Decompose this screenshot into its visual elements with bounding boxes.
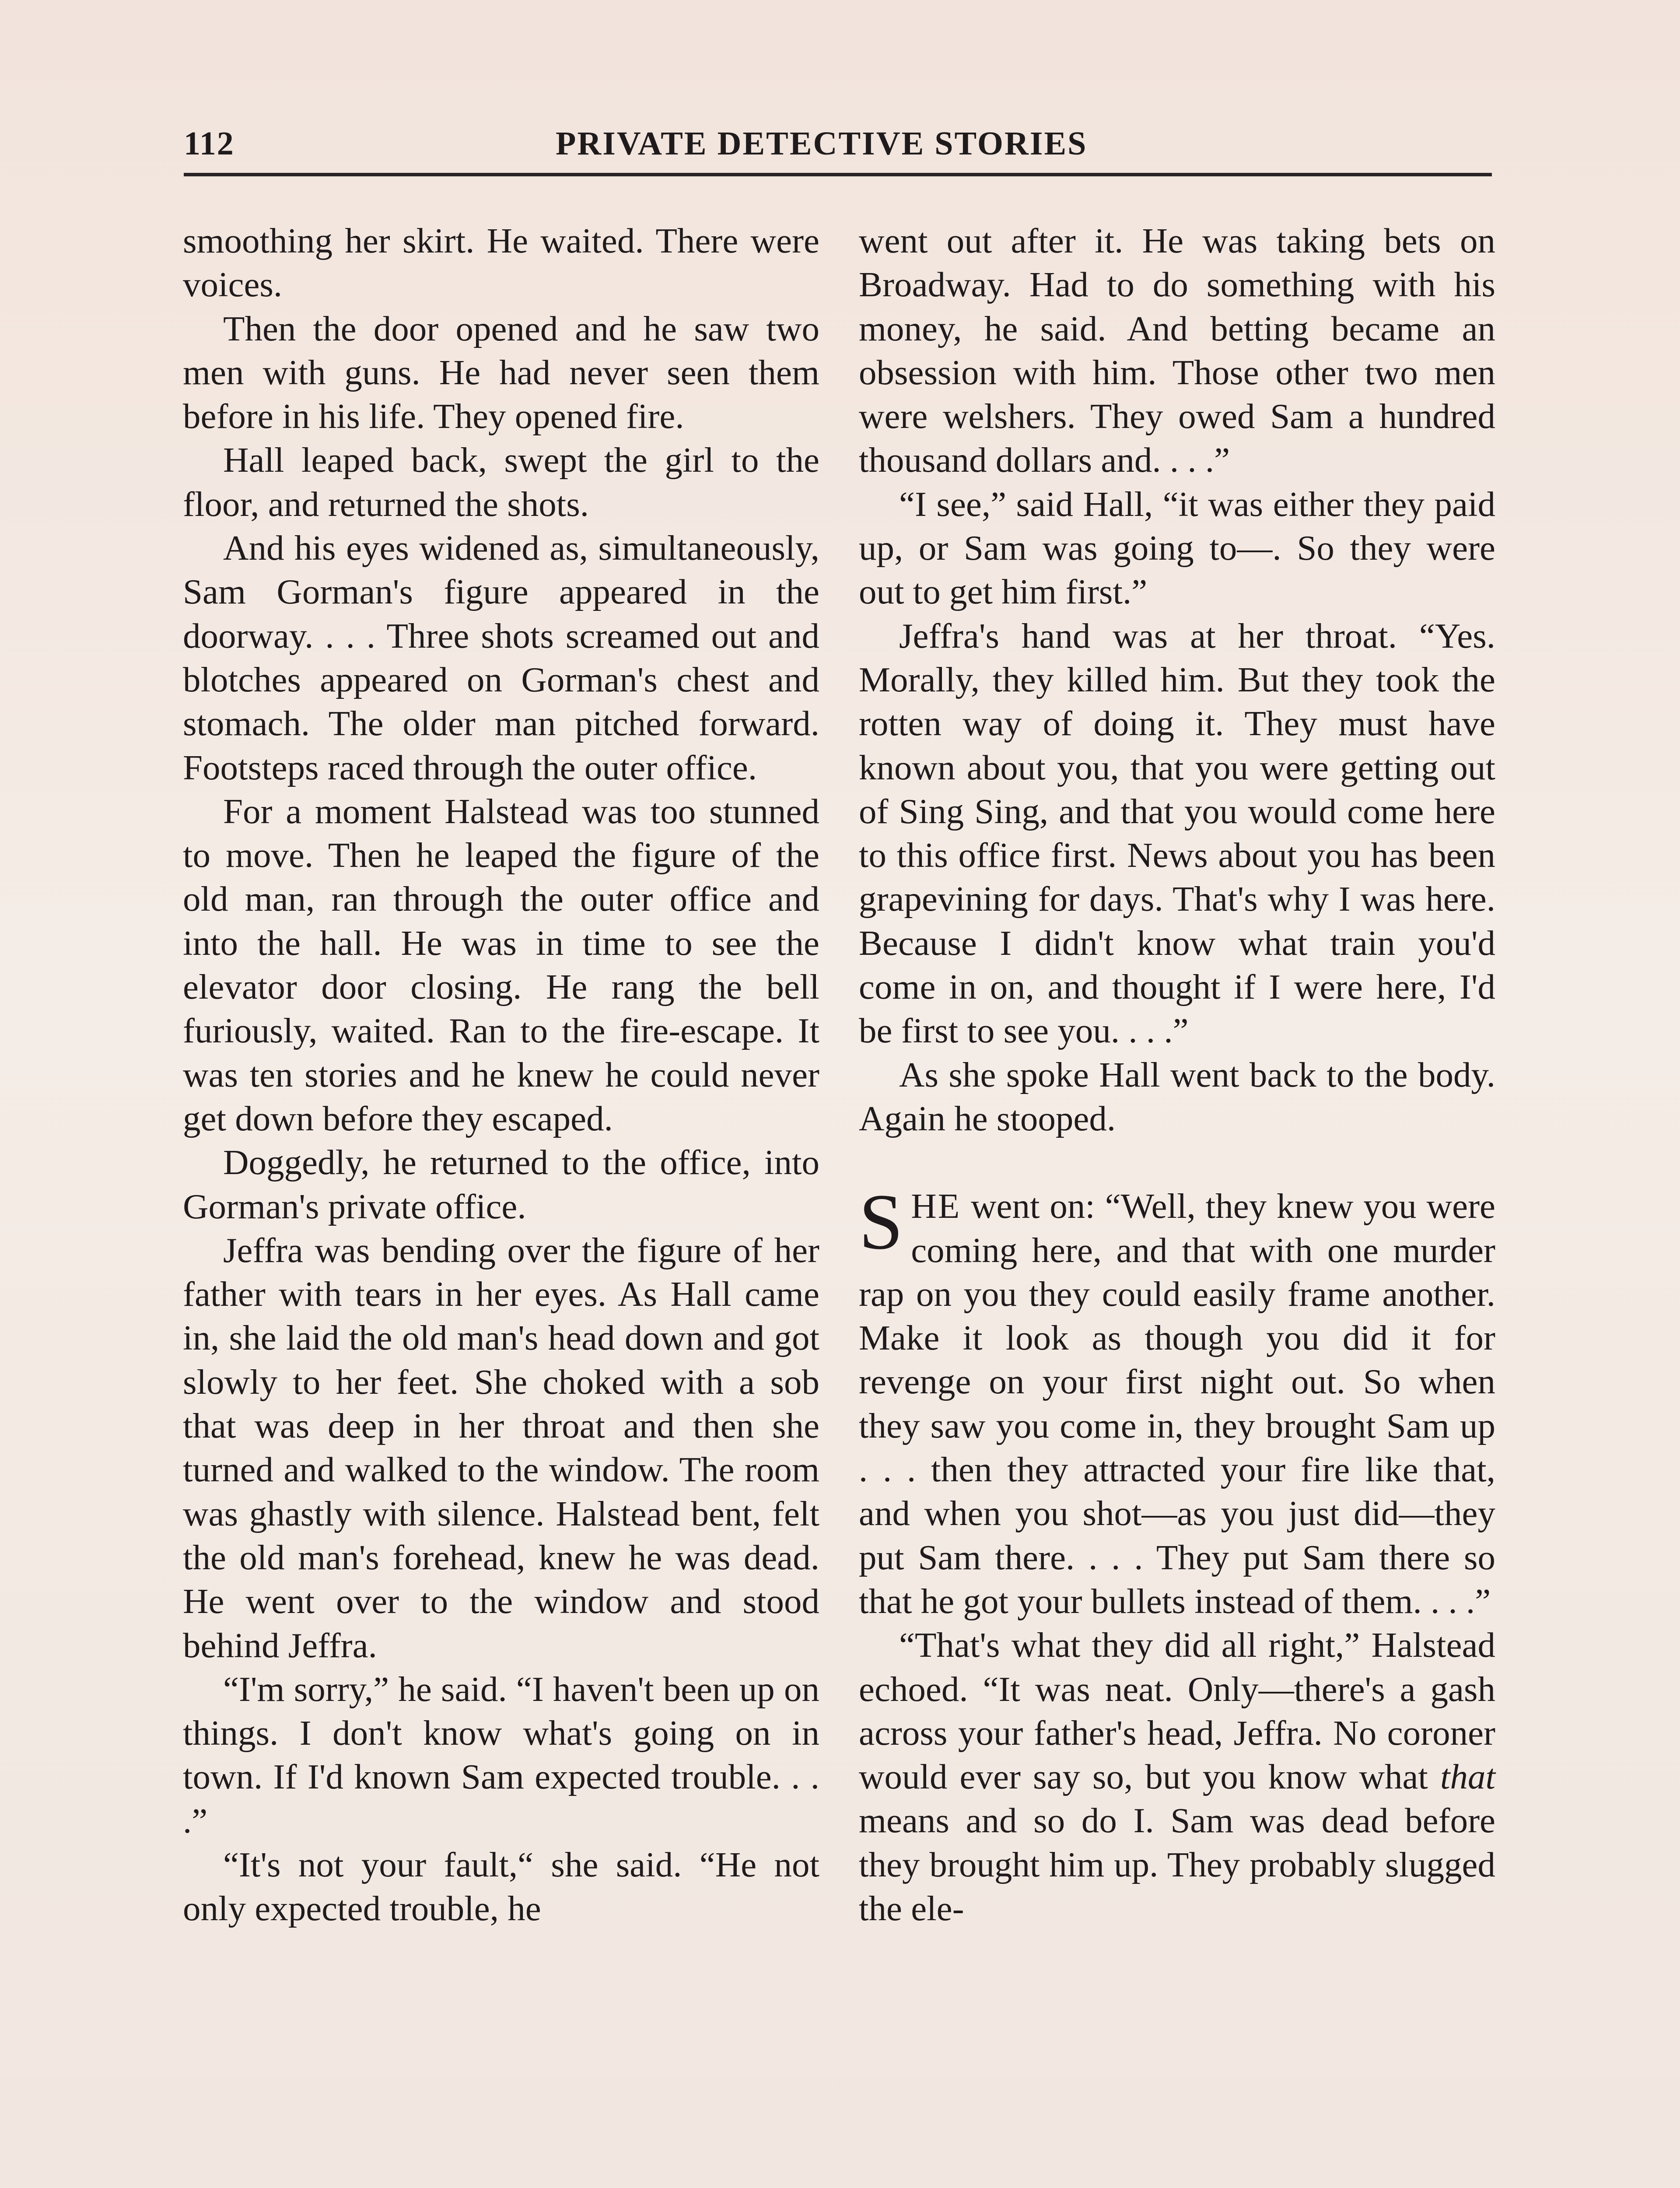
paragraph <box>859 1623 1495 1930</box>
running-head: PRIVATE DETECTIVE STORIES <box>556 125 1088 162</box>
left-column <box>183 219 819 1931</box>
paragraph-text: means and so do I. Sam was dead before they brought him up. They probably slugged the ele- <box>859 1801 1495 1928</box>
paragraph: smoothing her skirt. He waited. There were voices. <box>183 221 819 305</box>
paragraph: went out after it. He was taking bets on Broadway. Had to do something with his money, he said. And betting became an obsession with him. Those other two men were welshers. They owed Sam a hundred thousand dollars and. . . .” <box>859 221 1495 480</box>
paragraph: Doggedly, he returned to the office, into Gorman's private office. <box>183 1143 819 1226</box>
paragraph: For a moment Halstead was too stunned to move. Then he leaped the figure of the old man, ran through the outer office and into the hall. He was in time to see the elevator door closing. He rang the bell furiously, waited. Ran to the fire-escape. It was ten stories and he knew he could never get down before they escaped. <box>183 791 819 1138</box>
italic-word: that <box>1440 1757 1496 1797</box>
paragraph-text: “That's what they did all right,” Halstead echoed. “It was neat. Only—there's a gash across your father's head, Jeffra. No coroner would ever say so, but you know what <box>859 1625 1495 1797</box>
paragraph: “I see,” said Hall, “it was either they paid up, or Sam was going to—. So they were out to get him first.” <box>859 484 1495 612</box>
paragraph: Hall leaped back, swept the girl to the floor, and returned the shots. <box>183 440 819 524</box>
paragraph: Jeffra's hand was at her throat. “Yes. Morally, they killed him. But they took the rotten way of doing it. They must have known about you, that you were getting out of Sing Sing, and that you would come here to this office first. News about you has been grapevining for days. That's why I was here. Because I didn't know what train you'd come in on, and thought if I were here, I'd be first to see you. . . .” <box>859 616 1495 1051</box>
paragraph: Jeffra was bending over the figure of her father with tears in her eyes. As Hall came in, she laid the old man's head down and got slowly to her feet. She choked with a sob that was deep in her throat and then she turned and walked to the window. The room was ghastly with silence. Halstead bent, felt the old man's forehead, knew he was dead. He went over to the window and stood behind Jeffra. <box>183 1230 819 1665</box>
paragraph-with-dropcap <box>859 1178 1495 1623</box>
page-header <box>184 120 1492 168</box>
section-break <box>859 1140 1495 1184</box>
paragraph: “I'm sorry,” he said. “I haven't been up on things. I don't know what's going on in town. If I'd known Sam expected trouble. . . .” <box>183 1669 819 1841</box>
paragraph: Then the door opened and he saw two men with guns. He had never seen them before in his life. They opened fire. <box>183 309 819 436</box>
paragraph: And his eyes widened as, simultaneously, Sam Gorman's figure appeared in the doorway. . . . Three shots screamed out and blotches appeared on Gorman's chest and stomach. The older man pitched forward. Footsteps raced through the outer office. <box>183 528 819 787</box>
paragraph-text: went on: “Well, they knew you were coming here, and that with one murder rap on you they could easily frame another. Make it look as though you did it for revenge on your first night out. So when they saw you come in, they brought Sam up . . . then they attracted your fire like that, and when you shot—as you just did—they put Sam there. . . . They put Sam there so that he got your bullets instead of them. . . .” <box>859 1186 1495 1621</box>
small-caps-lead: HE <box>911 1186 961 1226</box>
page-number: 112 <box>184 125 234 162</box>
drop-cap: S <box>859 1178 903 1266</box>
header-rule <box>184 173 1492 176</box>
paragraph: “It's not your fault,“ she said. “He not only expected trouble, he <box>183 1844 819 1929</box>
paragraph: As she spoke Hall went back to the body. Again he stooped. <box>859 1055 1495 1138</box>
right-column <box>859 219 1495 1930</box>
